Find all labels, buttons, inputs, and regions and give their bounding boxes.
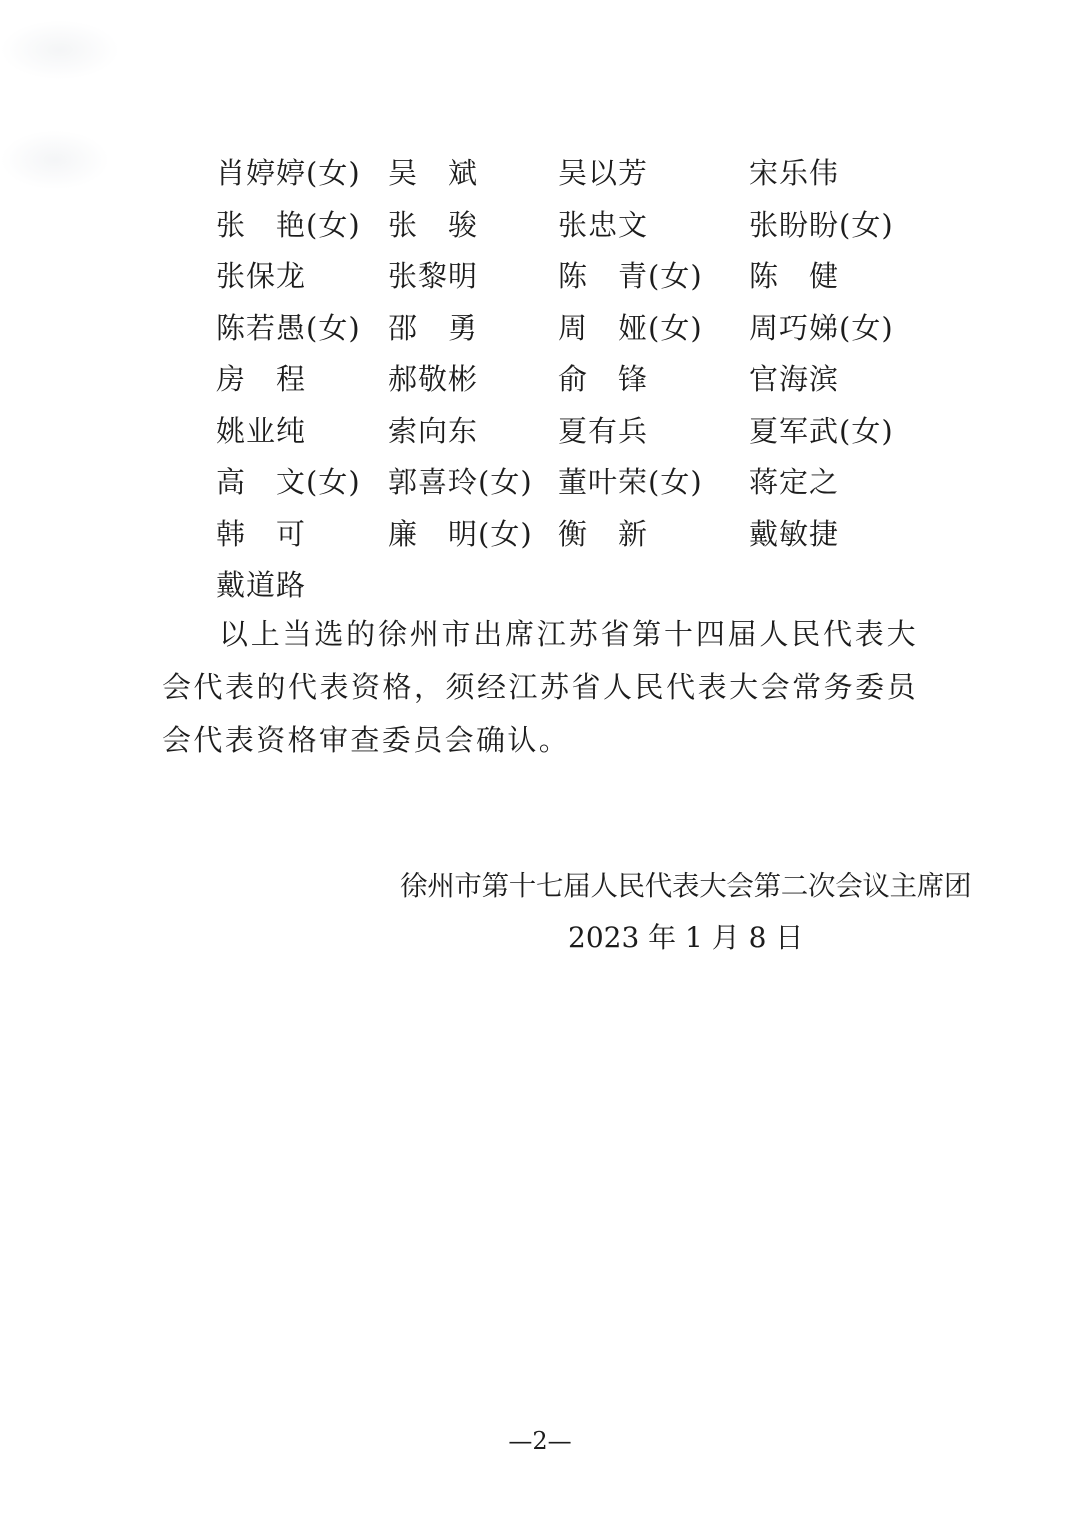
- representative-name: 董叶荣(女): [558, 465, 703, 500]
- name-row: [216, 560, 936, 612]
- representative-name: 周 娅(女): [558, 310, 703, 345]
- representative-name: 张 骏: [388, 207, 479, 242]
- representative-name: 戴道路: [216, 568, 307, 603]
- issue-date: 2023 年 1 月 8 日: [568, 921, 804, 954]
- name-row: [216, 509, 936, 561]
- name-row: [216, 251, 936, 303]
- representative-name: 陈若愚(女): [216, 310, 361, 345]
- representative-name: 姚业纯: [216, 413, 307, 448]
- representative-name: 周巧娣(女): [749, 310, 894, 345]
- name-row: [216, 457, 936, 509]
- issuer-signature: 徐州市第十七届人民代表大会第二次会议主席团: [400, 870, 972, 902]
- representative-name: 郭喜玲(女): [388, 465, 533, 500]
- representative-name: 郝敬彬: [388, 362, 479, 397]
- representative-name: 张保龙: [216, 259, 307, 294]
- representative-name: 陈 健: [749, 259, 840, 294]
- scan-smudge: [0, 20, 120, 80]
- representative-name: 张忠文: [558, 207, 649, 242]
- representative-name-list: [216, 148, 936, 612]
- representative-name: 索向东: [388, 413, 479, 448]
- representative-name: 韩 可: [216, 516, 307, 551]
- confirmation-paragraph: 以上当选的徐州市出席江苏省第十四届人民代表大会代表的代表资格，须经江苏省人民代表大会常务委员会代表资格审查委员会确认。: [162, 617, 918, 757]
- page-number: —2—: [508, 1427, 572, 1455]
- representative-name: 陈 青(女): [558, 259, 703, 294]
- name-row: [216, 148, 936, 200]
- representative-name: 官海滨: [749, 362, 840, 397]
- representative-name: 夏军武(女): [749, 413, 894, 448]
- representative-name: 吴 斌: [388, 156, 479, 191]
- representative-name: 高 文(女): [216, 465, 361, 500]
- representative-name: 廉 明(女): [388, 516, 533, 551]
- representative-name: 张 艳(女): [216, 207, 361, 242]
- name-row: [216, 303, 936, 355]
- representative-name: 宋乐伟: [749, 156, 840, 191]
- representative-name: 衡 新: [558, 516, 649, 551]
- representative-name: 夏有兵: [558, 413, 649, 448]
- name-row: [216, 354, 936, 406]
- scan-smudge: [0, 130, 110, 190]
- representative-name: 俞 锋: [558, 362, 649, 397]
- representative-name: 吴以芳: [558, 156, 649, 191]
- representative-name: 张黎明: [388, 259, 479, 294]
- representative-name: 蒋定之: [749, 465, 840, 500]
- representative-name: 张盼盼(女): [749, 207, 894, 242]
- representative-name: 戴敏捷: [749, 516, 840, 551]
- name-row: [216, 200, 936, 252]
- representative-name: 肖婷婷(女): [216, 156, 361, 191]
- representative-name: 邵 勇: [388, 310, 479, 345]
- representative-name: 房 程: [216, 362, 307, 397]
- name-row: [216, 406, 936, 458]
